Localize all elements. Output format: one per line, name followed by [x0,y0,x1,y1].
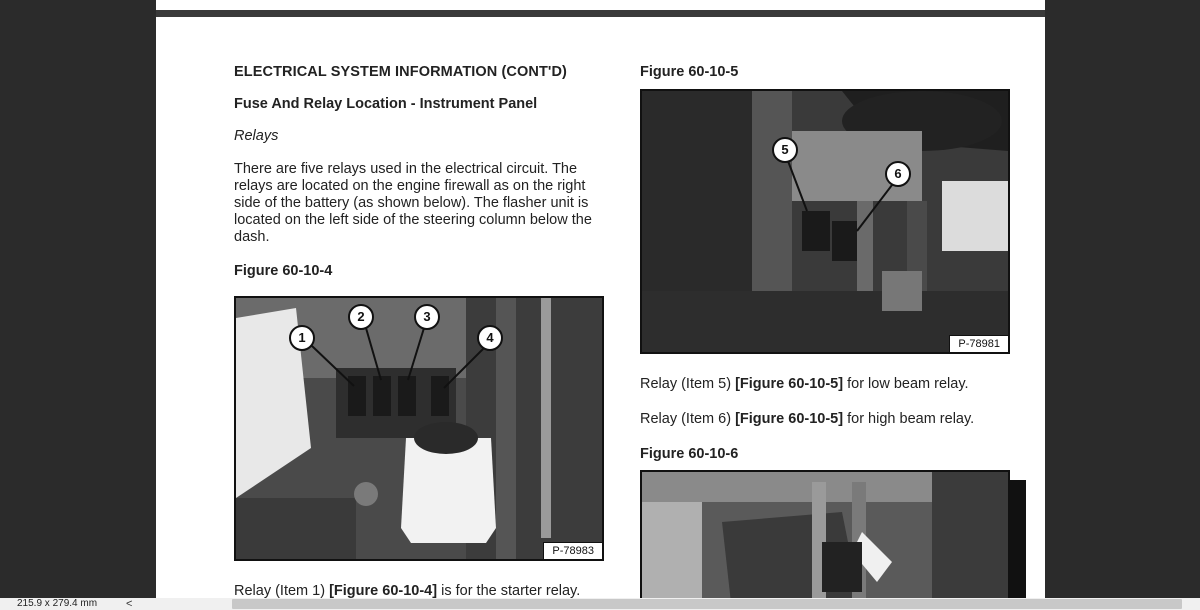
relay-item-6-text: Relay (Item 6) [640,411,736,427]
figure-60-10-4-label: Figure 60-10-4 [234,263,333,279]
callout-leader-lines-2 [642,91,1008,352]
callout-4: 4 [477,325,503,351]
page-size-readout: 215.9 x 279.4 mm [17,598,98,609]
para-line: There are five relays used in the electrical circuit. The [234,161,578,177]
figure-ref: [Figure 60-10-5] [735,376,844,392]
callout-6: 6 [885,161,911,187]
relays-paragraph [234,161,604,246]
relay-item-5-suffix: for low beam relay. [843,376,969,392]
horizontal-scrollbar[interactable] [232,599,1182,609]
high-beam-relay-line [640,411,1020,428]
starter-relay-line [234,583,604,598]
right-column [640,64,1010,80]
figure-60-10-4-photo [234,296,604,561]
steering-column-photo-illustration [642,472,1008,598]
figure-60-10-6-label: Figure 60-10-6 [640,446,739,462]
status-bar [0,598,1200,610]
figure-60-10-4-code: P-78983 [543,542,602,559]
relay-item-1-text: Relay (Item 1) [234,583,330,598]
para-line: relays are located on the engine firewall as on the right [234,178,586,194]
figure-ref: [Figure 60-10-5] [735,411,844,427]
figure-60-10-5-photo [640,89,1010,354]
relay-item-5-text: Relay (Item 5) [640,376,736,392]
para-line: located on the left side of the steering column below the [234,212,592,228]
low-beam-relay-line [640,376,1020,393]
figure-ref: [Figure 60-10-4] [329,583,438,598]
figure-60-10-5-label: Figure 60-10-5 [640,64,739,80]
scroll-left-button[interactable]: < [126,598,133,610]
callout-3: 3 [414,304,440,330]
callout-5: 5 [772,137,798,163]
document-page [156,0,1045,598]
figure-60-10-6-photo [640,470,1010,598]
figure-60-10-5-code: P-78981 [949,335,1008,352]
callout-1: 1 [289,325,315,351]
left-column [234,64,604,279]
section-title: ELECTRICAL SYSTEM INFORMATION (CONT'D) [234,64,567,80]
para-line: side of the battery (as shown below). The flasher unit is [234,195,589,211]
photo-edge-shadow [1008,480,1026,598]
relays-heading: Relays [234,128,279,144]
callout-leader-lines [236,298,602,559]
para-line: dash. [234,229,270,245]
relay-item-6-suffix: for high beam relay. [843,411,975,427]
relay-item-1-suffix: is for the starter relay. [437,583,581,598]
page-top-edge [156,0,1045,17]
callout-2: 2 [348,304,374,330]
section-subtitle: Fuse And Relay Location - Instrument Panel [234,96,538,112]
